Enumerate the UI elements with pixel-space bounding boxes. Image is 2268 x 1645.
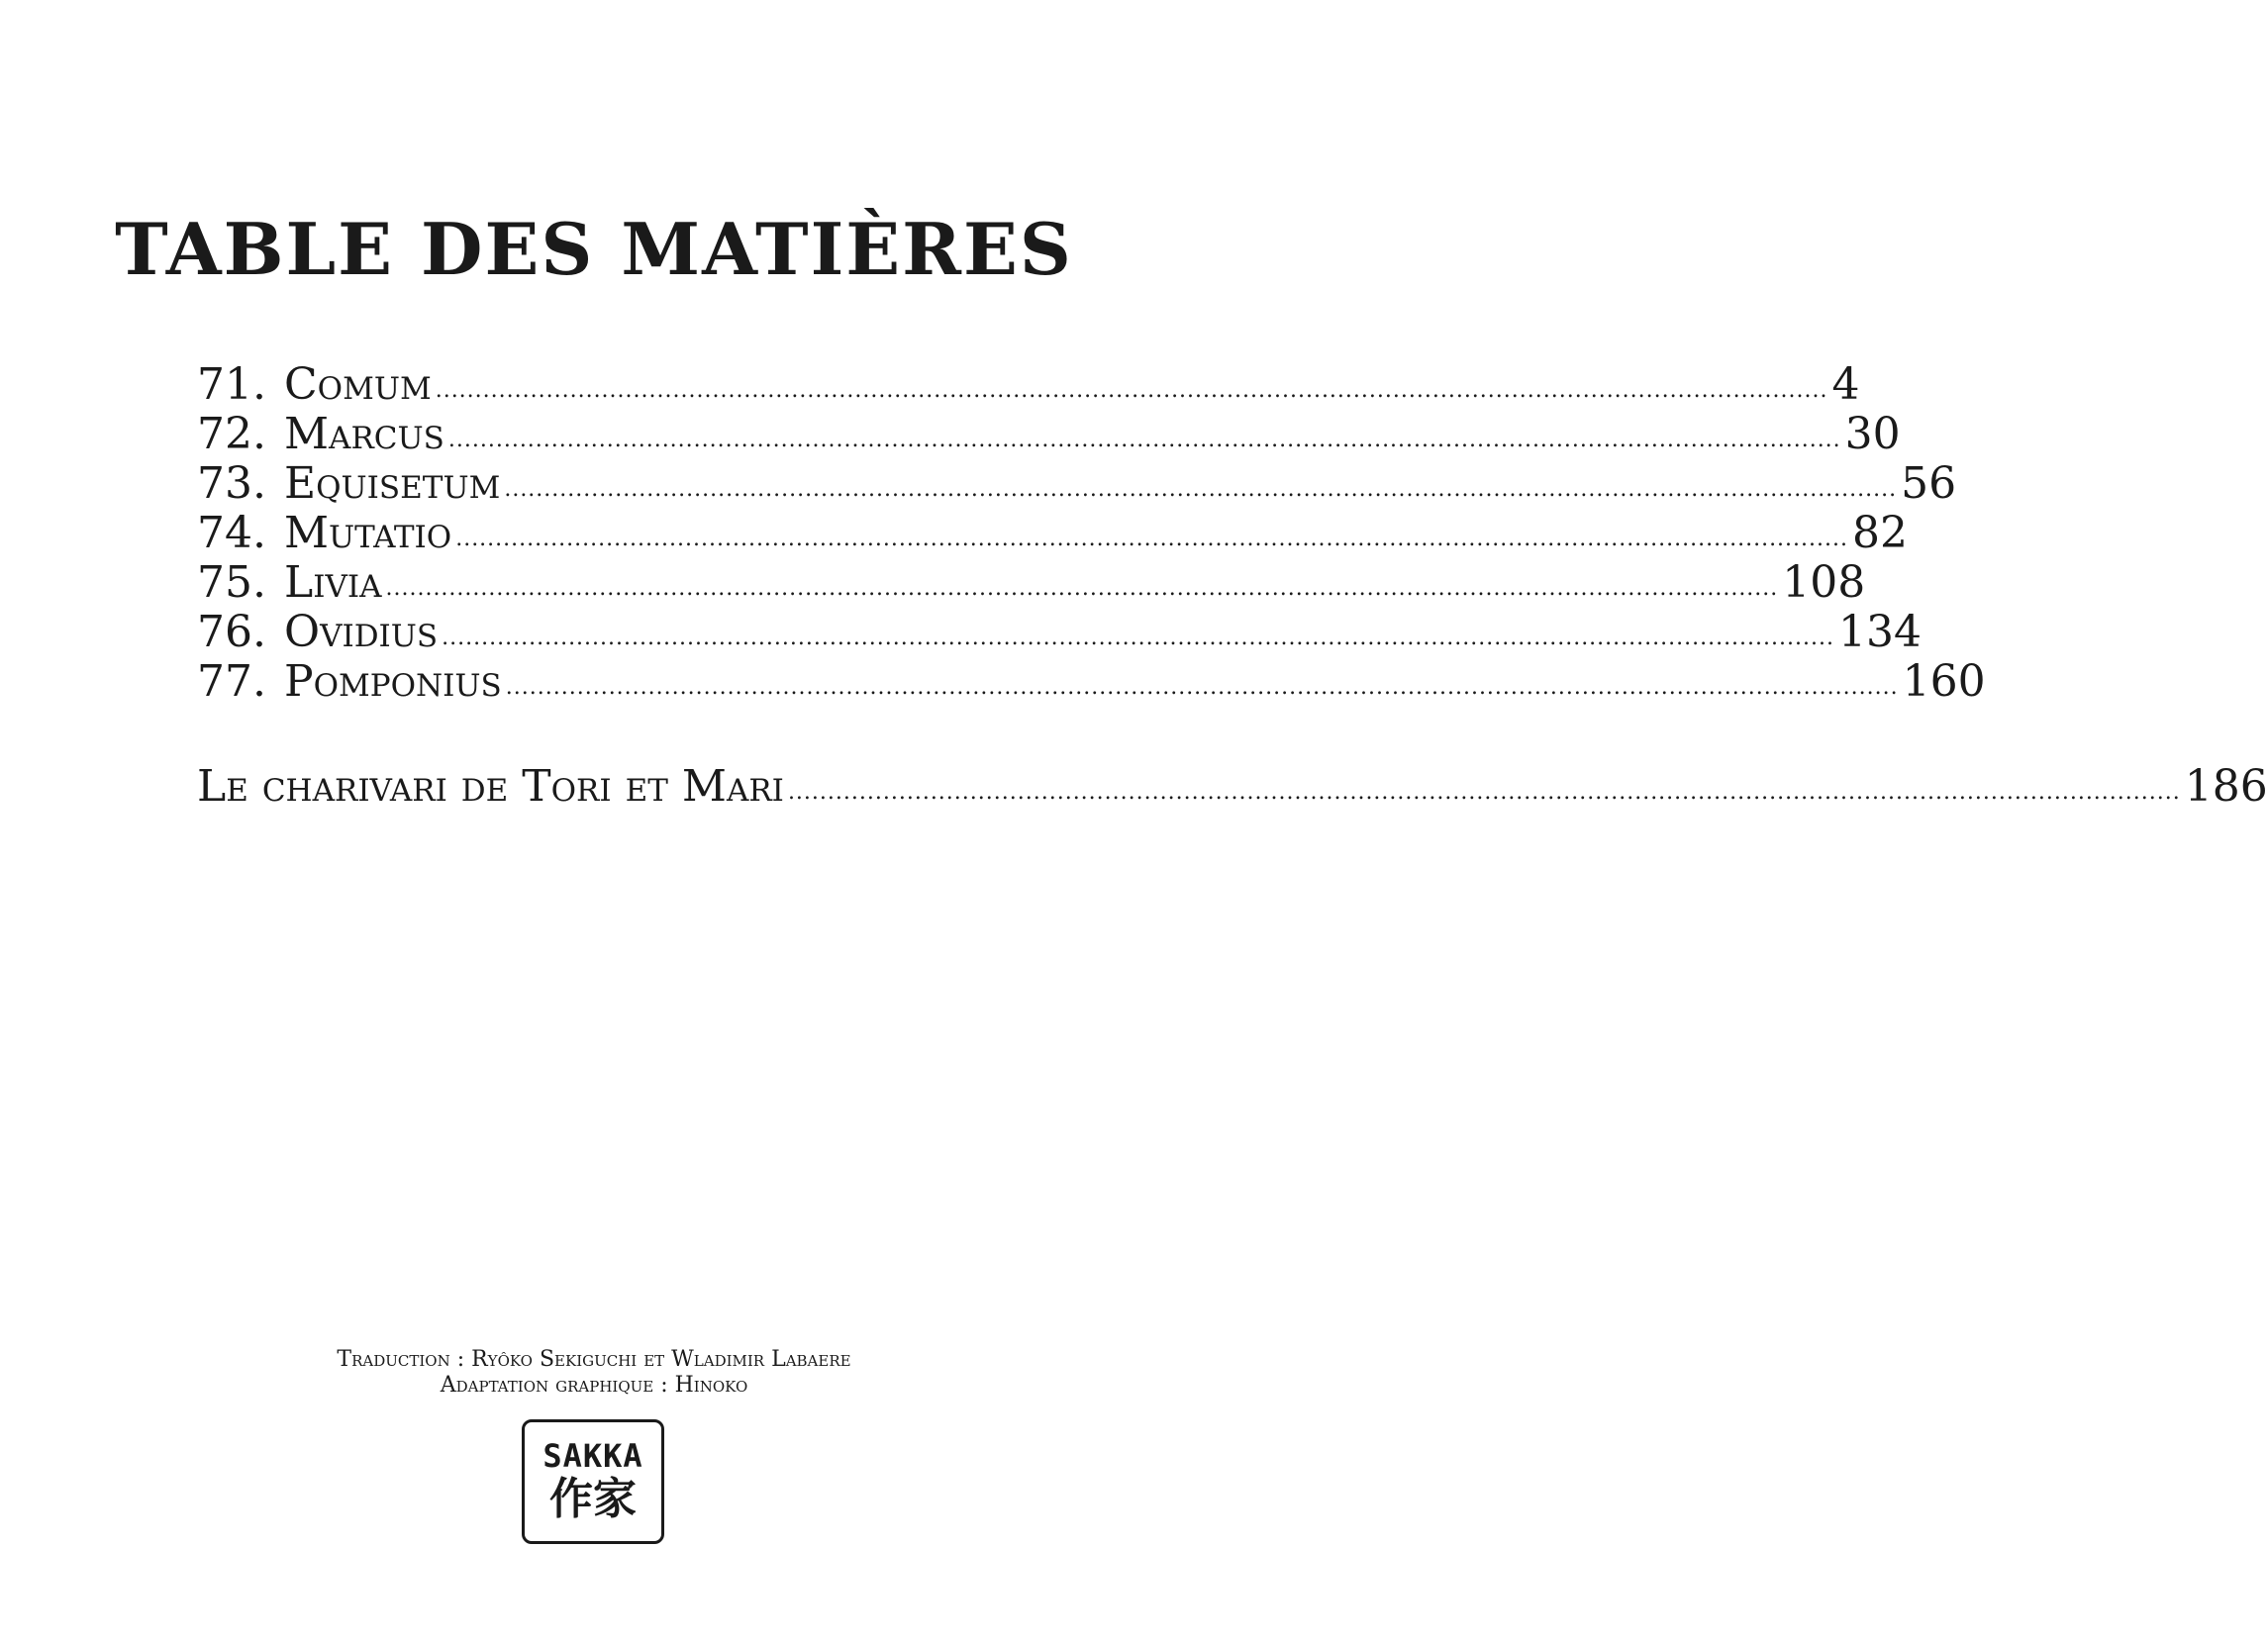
toc-leader: ................................................................................................................................................................................	[385, 576, 1779, 601]
toc-bonus-page-number: 186	[2184, 761, 2268, 812]
toc-page-number: 4	[1831, 359, 1860, 410]
toc-title: Mutatio	[284, 508, 452, 558]
toc-bonus-entry	[197, 761, 2268, 820]
toc-title: Pomponius	[284, 656, 502, 707]
toc-page-number: 108	[1782, 557, 1866, 608]
toc-leader: ................................................................................................................................................................................	[455, 527, 1848, 551]
toc-title: Ovidius	[284, 607, 439, 657]
toc-leader: ................................................................................................................................................................................	[435, 378, 1828, 403]
toc-page-number: 82	[1852, 508, 1908, 558]
page-title: TABLE DES MATIÈRES	[115, 207, 1073, 291]
credits	[0, 1347, 1188, 1399]
toc-number: 72.	[197, 409, 266, 459]
toc-entry	[197, 359, 1860, 410]
logo-kanji-text: 作家	[549, 1474, 637, 1524]
toc-number: 71.	[197, 359, 266, 410]
toc-entry	[197, 607, 1922, 657]
toc-title: Equisetum	[284, 458, 501, 509]
toc-title: Comum	[284, 359, 432, 410]
toc-leader: ................................................................................................................................................................................	[447, 428, 1841, 452]
table-of-contents	[197, 359, 1986, 707]
toc-entry	[197, 656, 1986, 707]
toc-leader: ................................................................................................................................................................................	[787, 780, 2181, 805]
toc-number: 73.	[197, 458, 266, 509]
toc-page-number: 160	[1902, 656, 1986, 707]
toc-leader: ................................................................................................................................................................................	[504, 477, 1898, 502]
toc-number: 76.	[197, 607, 266, 657]
toc-number: 75.	[197, 557, 266, 608]
adaptation-credit: Adaptation graphique : Hinoko	[440, 1373, 748, 1398]
toc-title: Marcus	[284, 409, 444, 459]
toc-page-number: 56	[1901, 458, 1957, 509]
toc-leader: ................................................................................................................................................................................	[442, 626, 1834, 650]
toc-title: Livia	[284, 557, 382, 608]
toc-entry	[197, 458, 1957, 509]
logo-latin-text: SAKKA	[542, 1437, 643, 1475]
translation-credit: Traduction : Ryôko Sekiguchi et Wladimir Labaere	[337, 1347, 851, 1372]
toc-number: 77.	[197, 656, 266, 707]
toc-page-number: 30	[1844, 409, 1901, 459]
toc-leader: ................................................................................................................................................................................	[505, 675, 1899, 700]
toc-number: 74.	[197, 508, 266, 558]
sakka-logo	[522, 1419, 664, 1544]
toc-page-number: 134	[1837, 607, 1922, 657]
toc-bonus-title: Le charivari de Tori et Mari	[197, 761, 784, 812]
toc-entry	[197, 557, 1866, 608]
toc-entry	[197, 409, 1901, 459]
toc-entry	[197, 508, 1908, 558]
